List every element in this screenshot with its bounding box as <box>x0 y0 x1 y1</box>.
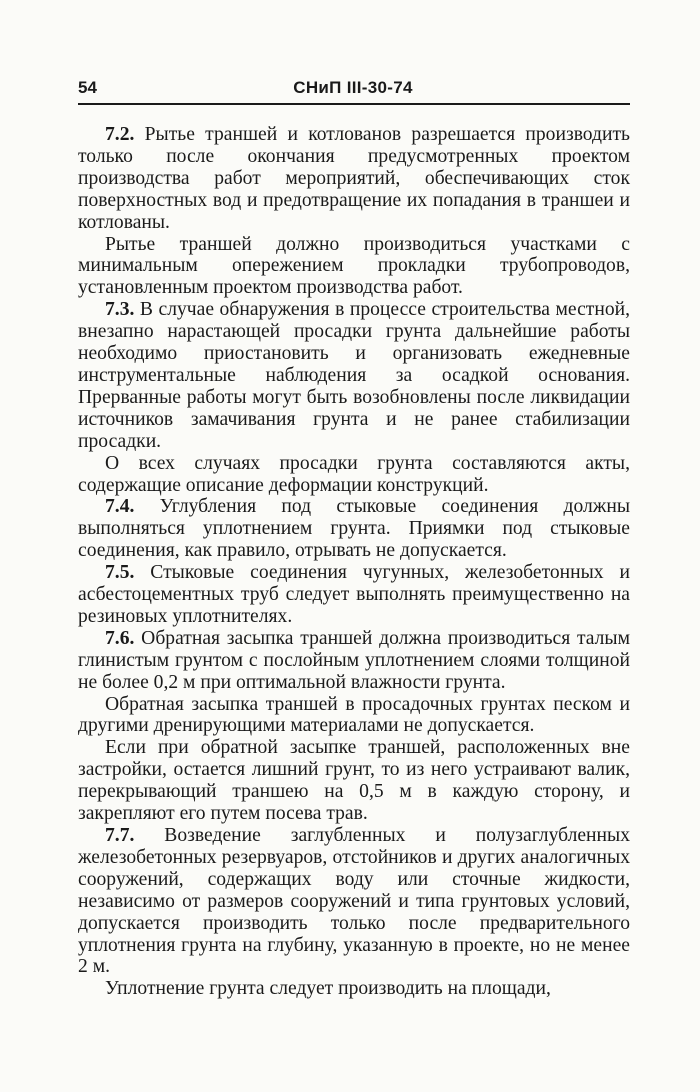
paragraph <box>78 453 630 497</box>
page-number: 54 <box>78 78 97 97</box>
running-title: СНиП III-30-74 <box>293 78 413 97</box>
paragraph-text: В случае обнаружения в процессе строительства местной, внезапно нарастающей просадки грунта дальнейшие работы необходимо приостановить и организовать ежедневные инструментальные наблюдения за осадкой основания. Прерванные работы могут быть возобновлены после ликвидации источников замачивания грунта и не ранее стабилизации просадки. <box>78 299 630 452</box>
paragraph-text: Обратная засыпка траншей должна производиться талым глинистым грунтом с послойным уплотнением слоями толщиной не более 0,2 м при оптимальной влажности грунта. <box>78 627 630 693</box>
paragraph <box>78 124 630 234</box>
clause-number: 7.7. <box>105 825 135 846</box>
clause-number: 7.3. <box>105 299 135 321</box>
body-text <box>78 124 630 1000</box>
clause-number: 7.6. <box>105 627 135 649</box>
paragraph-text: Обратная засыпка траншей в просадочных грунтах песком и другими дренирующими материалами не допускается. <box>78 693 630 737</box>
paragraph <box>78 825 630 978</box>
paragraph-text: Возведение заглубленных и полузаглубленных железобетонных резервуаров, отстойников и других аналогичных сооружений, содержащих воду или сточные жидкости, независимо от размеров сооружений и типа грунтовых условий, допускается производить только после предварительного уплотнения грунта на глубину, указанную в проекте, но не менее 2 м. <box>78 825 630 978</box>
clause-number: 7.4. <box>105 496 135 518</box>
header-rule <box>78 103 630 105</box>
clause-number: 7.5. <box>105 562 135 584</box>
paragraph <box>78 737 630 825</box>
paragraph <box>78 496 630 562</box>
paragraph-text: Стыковые соединения чугунных, железобетонных и асбестоцементных труб следует выполнять преимущественно на резиновых уплотнителях. <box>78 562 630 627</box>
paragraph <box>78 694 630 738</box>
paragraph <box>78 628 630 694</box>
paragraph <box>78 299 630 452</box>
clause-number: 7.2. <box>105 124 135 145</box>
paragraph-text: Рытье траншей и котлованов разрешается производить только после окончания предусмотренных проектом производства работ мероприятий, обеспечивающих сток поверхностных вод и предотвращение их попадания в траншеи и котлованы. <box>78 124 630 233</box>
paragraph <box>78 562 630 628</box>
paragraph-text: Рытье траншей должно производиться участками с минимальным опережением прокладки трубопроводов, установленным проектом производства работ. <box>78 233 630 299</box>
paragraph-text: Если при обратной засыпке траншей, расположенных вне застройки, остается лишний грунт, то из него устраивают валик, перекрывающий траншею на 0,5 м в каждую сторону, и закрепляют его путем посева трав. <box>78 737 630 825</box>
paragraph-text: Уплотнение грунта следует производить на площади, <box>105 978 551 1000</box>
paragraph-text: Углубления под стыковые соединения должны выполняться уплотнением грунта. Приямки под стыковые соединения, как правило, отрывать не допускается. <box>78 496 630 562</box>
paragraph-text: О всех случаях просадки грунта составляются акты, содержащие описание деформации конструкций. <box>78 452 630 496</box>
paragraph <box>78 978 630 1000</box>
paragraph <box>78 234 630 300</box>
page-header <box>78 76 628 102</box>
